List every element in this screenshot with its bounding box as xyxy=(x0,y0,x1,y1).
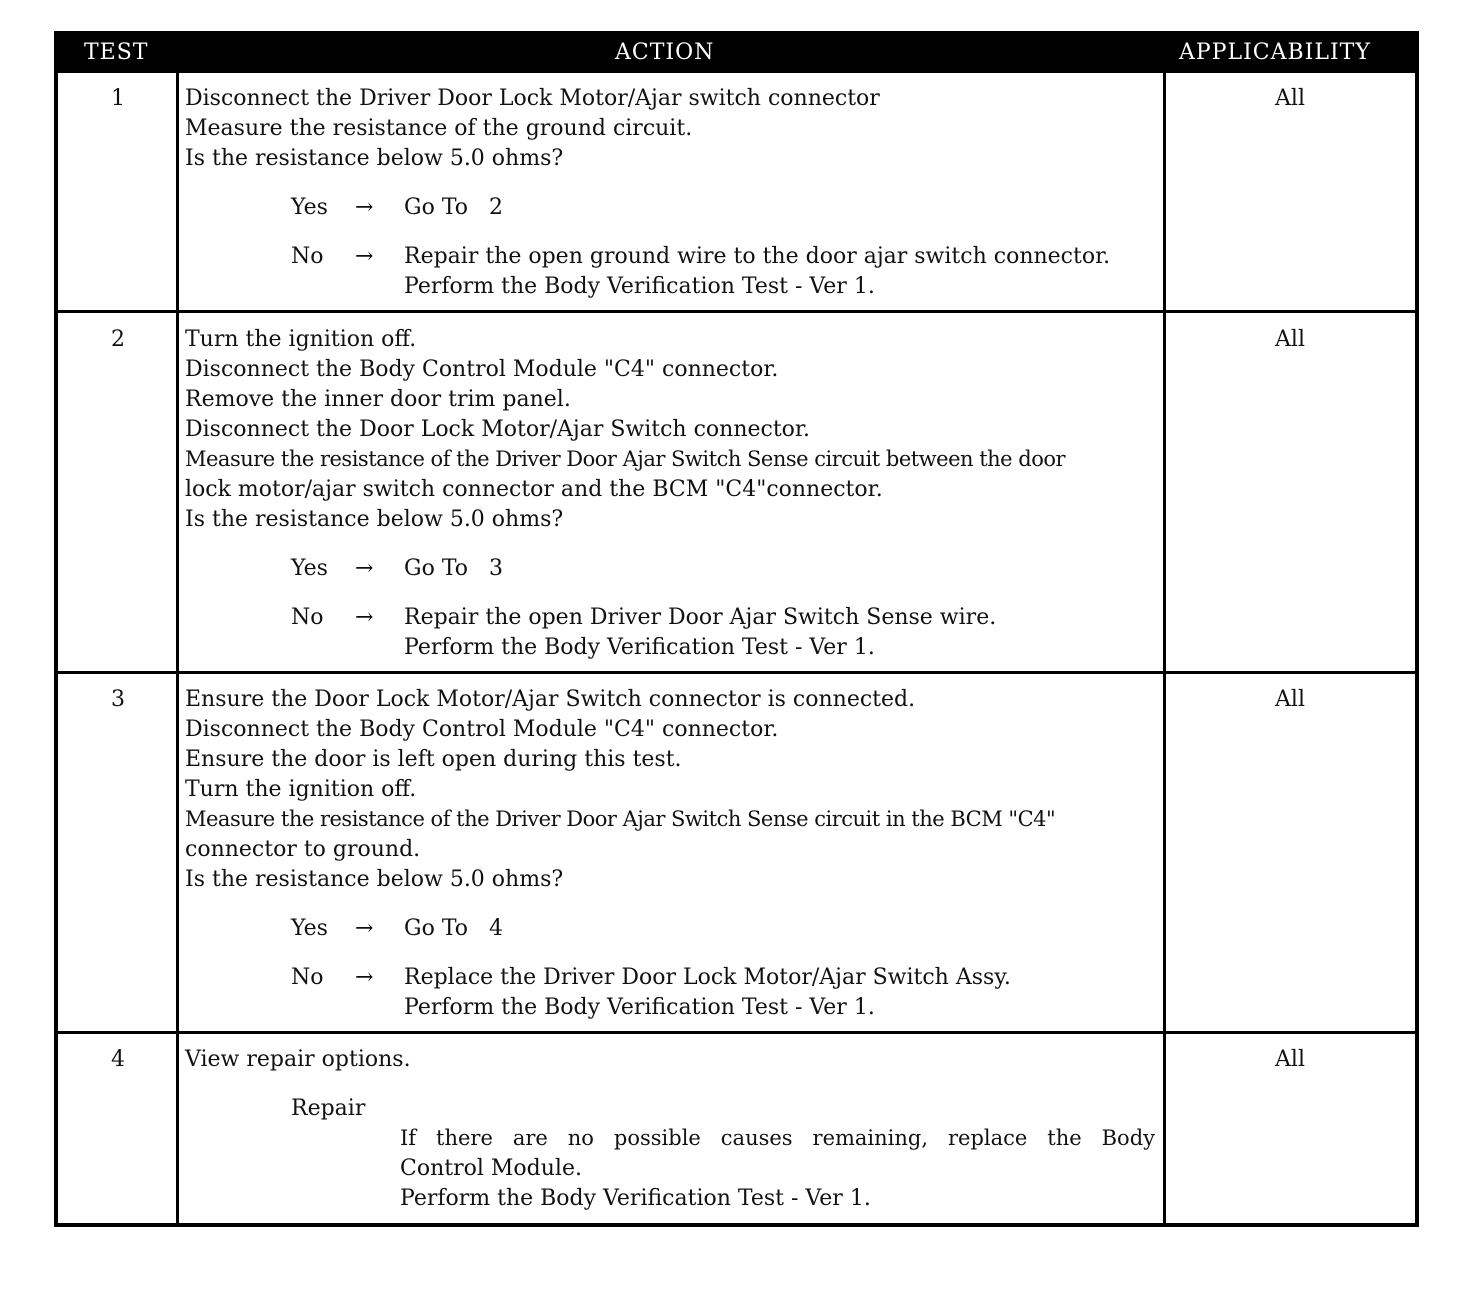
action-step: Measure the resistance of the Driver Door Ajar Switch Sense circuit in the BCM "C4" xyxy=(185,807,1056,831)
row-divider xyxy=(58,310,1415,313)
action-step: Disconnect the Driver Door Lock Motor/Ajar switch connector xyxy=(185,86,880,111)
action-step: Is the resistance below 5.0 ohms? xyxy=(185,507,564,532)
action-step: Disconnect the Body Control Module "C4" connector. xyxy=(185,357,779,382)
test-number: 1 xyxy=(111,86,125,111)
yes-label: Yes xyxy=(291,916,328,941)
action-step: lock motor/ajar switch connector and the BCM "C4"connector. xyxy=(185,477,883,502)
applicability-value: All xyxy=(1275,327,1305,352)
arrow-icon: → xyxy=(355,916,374,941)
row-divider xyxy=(58,671,1415,674)
yes-result: Go To 4 xyxy=(404,916,503,941)
arrow-icon: → xyxy=(355,244,374,269)
no-result: Repair the open ground wire to the door ajar switch connector. xyxy=(404,244,1111,269)
yes-label: Yes xyxy=(291,195,328,220)
action-step: connector to ground. xyxy=(185,837,421,862)
applicability-value: All xyxy=(1275,687,1305,712)
yes-result: Go To 2 xyxy=(404,195,503,220)
action-step: Is the resistance below 5.0 ohms? xyxy=(185,867,564,892)
action-step: Ensure the door is left open during this test. xyxy=(185,747,682,772)
repair-instruction: Control Module. xyxy=(400,1156,582,1181)
action-step: View repair options. xyxy=(185,1047,411,1072)
action-step: Measure the resistance of the ground circuit. xyxy=(185,116,693,141)
test-number: 4 xyxy=(111,1047,125,1072)
action-step: Disconnect the Body Control Module "C4" connector. xyxy=(185,717,779,742)
repair-instruction: If there are no possible causes remaining, replace the Body xyxy=(400,1126,1155,1150)
action-step: Disconnect the Door Lock Motor/Ajar Switch connector. xyxy=(185,417,811,442)
arrow-icon: → xyxy=(355,195,374,220)
repair-followup: Perform the Body Verification Test - Ver 1. xyxy=(400,1186,871,1211)
no-label: No xyxy=(291,965,324,990)
action-step: Remove the inner door trim panel. xyxy=(185,387,571,412)
action-step: Measure the resistance of the Driver Door Ajar Switch Sense circuit between the door xyxy=(185,447,1066,471)
action-step: Is the resistance below 5.0 ohms? xyxy=(185,146,564,171)
arrow-icon: → xyxy=(355,556,374,581)
action-step: Ensure the Door Lock Motor/Ajar Switch connector is connected. xyxy=(185,687,916,712)
test-number: 3 xyxy=(111,687,125,712)
diagnostic-test-table xyxy=(54,31,1419,1227)
no-result: Replace the Driver Door Lock Motor/Ajar Switch Assy. xyxy=(404,965,1011,990)
no-result-followup: Perform the Body Verification Test - Ver 1. xyxy=(404,274,875,299)
header-applicability: APPLICABILITY xyxy=(1179,40,1371,65)
yes-result: Go To 3 xyxy=(404,556,503,581)
no-label: No xyxy=(291,605,324,630)
test-number: 2 xyxy=(111,327,125,352)
no-result-followup: Perform the Body Verification Test - Ver 1. xyxy=(404,995,875,1020)
action-step: Turn the ignition off. xyxy=(185,327,417,352)
yes-label: Yes xyxy=(291,556,328,581)
row-divider xyxy=(58,1031,1415,1034)
header-test: TEST xyxy=(84,40,149,65)
action-step: Turn the ignition off. xyxy=(185,777,417,802)
repair-label: Repair xyxy=(291,1096,366,1121)
no-result: Repair the open Driver Door Ajar Switch Sense wire. xyxy=(404,605,997,630)
table-header xyxy=(58,35,1415,73)
no-label: No xyxy=(291,244,324,269)
applicability-value: All xyxy=(1275,86,1305,111)
no-result-followup: Perform the Body Verification Test - Ver 1. xyxy=(404,635,875,660)
arrow-icon: → xyxy=(355,605,374,630)
arrow-icon: → xyxy=(355,965,374,990)
applicability-value: All xyxy=(1275,1047,1305,1072)
header-action: ACTION xyxy=(615,40,715,65)
